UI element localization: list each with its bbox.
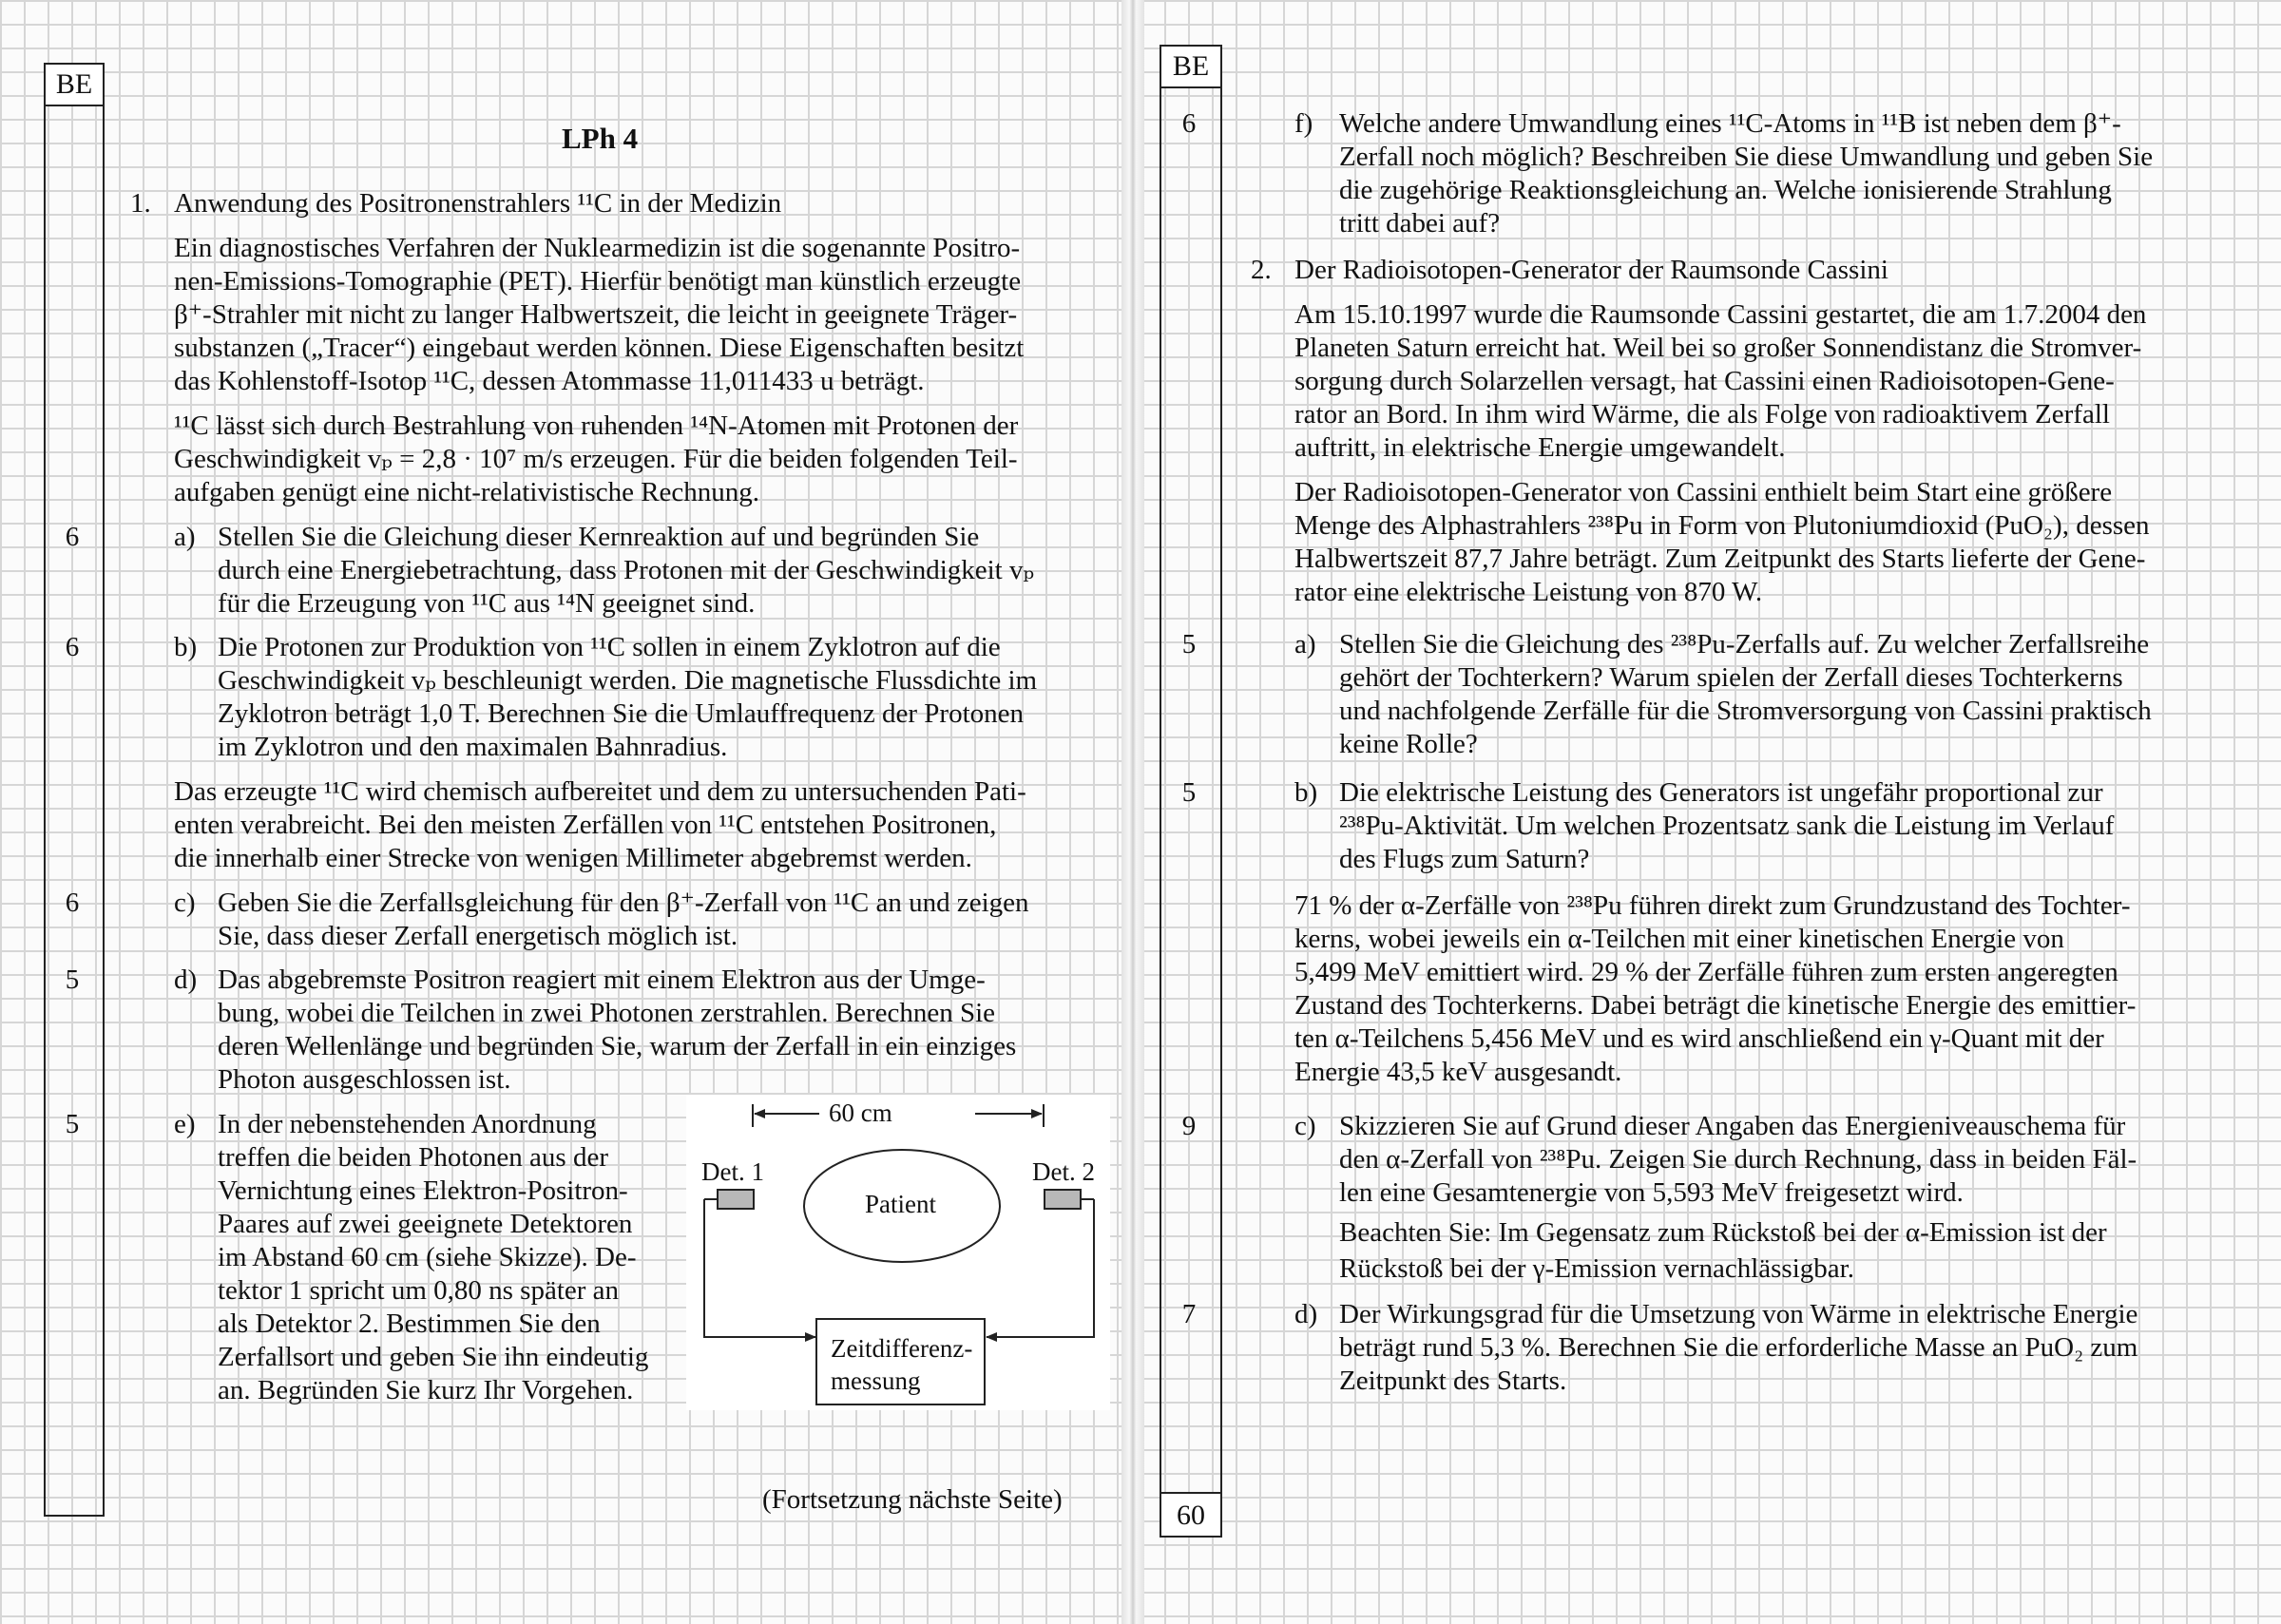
- box-label-line2: messung: [831, 1366, 921, 1395]
- task2a-l3: und nachfolgende Zerfälle für die Stromversorgung von Cassini praktisch: [1339, 696, 2152, 726]
- task1f-l2: Zerfall noch möglich? Beschreiben Sie diese Umwandlung und geben Sie: [1339, 142, 2154, 172]
- task1b-l4: im Zyklotron und den maximalen Bahnradius.: [218, 732, 728, 762]
- task1-intro2-l3: aufgaben genügt eine nicht-relativistische Rechnung.: [174, 477, 760, 507]
- task1e-l7: als Detektor 2. Bestimmen Sie den: [218, 1309, 601, 1339]
- distance-label: 60 cm: [829, 1099, 892, 1127]
- task1b-l2: Geschwindigkeit vₚ beschleunigt werden. Die magnetische Flussdichte im: [218, 665, 1038, 696]
- points-1b: 6: [65, 632, 80, 662]
- points-1c: 6: [65, 888, 80, 918]
- task2a-l2: gehört der Tochterkern? Warum spielen der Zerfall dieses Tochterkerns: [1339, 662, 2123, 693]
- task2-intro2-l3: Halbwertszeit 87,7 Jahre beträgt. Zum Zeitpunkt des Starts lieferte der Gene-: [1294, 544, 2146, 574]
- task2-intro1-l5: auftritt, in elektrische Energie umgewandelt.: [1294, 432, 1786, 463]
- task1a-l1: Stellen Sie die Gleichung dieser Kernreaktion auf und begründen Sie: [218, 522, 980, 552]
- label-2b: b): [1294, 777, 1318, 808]
- label-1c: c): [174, 888, 196, 918]
- task1e-l4: Paares auf zwei geeignete Detektoren: [218, 1209, 633, 1239]
- be-header-right: BE: [1161, 47, 1220, 88]
- label-1e: e): [174, 1109, 196, 1139]
- task2-intro1-l4: rator an Bord. In ihm wird Wärme, die als Folge von radioaktivem Zerfall: [1294, 399, 2110, 430]
- task1-intro3-l1: Das erzeugte ¹¹C wird chemisch aufbereitet und dem zu untersuchenden Pati-: [174, 776, 1026, 807]
- det1-label: Det. 1: [701, 1157, 764, 1186]
- detector-2: [1045, 1190, 1081, 1209]
- task2c-l5: Rückstoß bei der γ-Emission vernachlässigbar.: [1339, 1253, 1854, 1284]
- task2c-l3: len eine Gesamtenergie von 5,593 MeV freigesetzt wird.: [1339, 1177, 1964, 1208]
- right-page: [1133, 0, 2281, 1624]
- patient-label: Patient: [865, 1190, 936, 1218]
- task2-intro2-l1: Der Radioisotopen-Generator von Cassini enthielt beim Start eine größere: [1294, 477, 2113, 507]
- points-2b: 5: [1181, 777, 1197, 808]
- points-1e: 5: [65, 1109, 80, 1139]
- task2d-l1: Der Wirkungsgrad für die Umsetzung von Wärme in elektrische Energie: [1339, 1299, 2138, 1329]
- task1f-l1: Welche andere Umwandlung eines ¹¹C-Atoms in ¹¹B ist neben dem β⁺-: [1339, 108, 2121, 139]
- detector-1: [718, 1190, 754, 1209]
- task1e-l9: an. Begründen Sie kurz Ihr Vorgehen.: [218, 1375, 634, 1405]
- task1-intro2-l2: Geschwindigkeit vₚ = 2,8 · 10⁷ m/s erzeugen. Für die beiden folgenden Teil-: [174, 444, 1018, 474]
- det2-label: Det. 2: [1032, 1157, 1095, 1186]
- task1-intro1-l3: β⁺-Strahler mit nicht zu langer Halbwertszeit, die leicht in geeignete Träger-: [174, 299, 1018, 330]
- task2-heading: Der Radioisotopen-Generator der Raumsonde Cassini: [1294, 255, 1888, 285]
- task2d-l2: beträgt rund 5,3 %. Berechnen Sie die erforderliche Masse an PuO₂ zum: [1339, 1332, 2138, 1363]
- task1d-l3: deren Wellenlänge und begründen Sie, warum der Zerfall in ein einziges: [218, 1031, 1017, 1061]
- be-total: 60: [1161, 1492, 1220, 1536]
- label-1b: b): [174, 632, 198, 662]
- task1d-l1: Das abgebremste Positron reagiert mit einem Elektron aus der Umge-: [218, 965, 986, 995]
- task1-intro1-l4: substanzen („Tracer“) eingebaut werden können. Diese Eigenschaften besitzt: [174, 333, 1025, 363]
- task1-intro1-l2: nen-Emissions-Tomographie (PET). Hierfür benötigt man künstlich erzeugte: [174, 266, 1022, 296]
- label-1a: a): [174, 522, 196, 552]
- task2-intro1-l3: sorgung durch Solarzellen versagt, hat Cassini einen Radioisotopen-Gene-: [1294, 366, 2115, 396]
- task2-number: 2.: [1251, 255, 1272, 285]
- label-1f: f): [1294, 108, 1313, 139]
- task1d-l2: bung, wobei die Teilchen in zwei Photonen zerstrahlen. Berechnen Sie: [218, 998, 996, 1028]
- task2b-l3: des Flugs zum Saturn?: [1339, 844, 1590, 874]
- points-1a: 6: [65, 522, 80, 552]
- task2-intro3-l4: Zustand des Tochterkerns. Dabei beträgt die kinetische Energie des emittier-: [1294, 990, 2137, 1021]
- task1-intro1-l1: Ein diagnostisches Verfahren der Nuklearmedizin ist die sogenannte Positro-: [174, 233, 1021, 263]
- task2-intro1-l2: Planeten Saturn erreicht hat. Weil bei so großer Sonnendistanz die Stromver-: [1294, 333, 2142, 363]
- task1f-l3: die zugehörige Reaktionsgleichung an. Welche ionisierende Strahlung: [1339, 175, 2112, 205]
- task2b-l1: Die elektrische Leistung des Generators ist ungefähr proportional zur: [1339, 777, 2103, 808]
- task1c-l1: Geben Sie die Zerfallsgleichung für den β⁺-Zerfall von ¹¹C an und zeigen: [218, 888, 1029, 918]
- continuation-footer: (Fortsetzung nächste Seite): [762, 1484, 1063, 1515]
- task1e-l3: Vernichtung eines Elektron-Positron-: [218, 1175, 628, 1206]
- task1b-l3: Zyklotron beträgt 1,0 T. Berechnen Sie die Umlauffrequenz der Protonen: [218, 698, 1024, 729]
- task1c-l2: Sie, dass dieser Zerfall energetisch möglich ist.: [218, 921, 738, 951]
- task2-intro3-l3: 5,499 MeV emittiert wird. 29 % der Zerfälle führen zum ersten angeregten: [1294, 957, 2118, 987]
- task2-intro3-l5: ten α-Teilchens 5,456 MeV und es wird anschließend ein γ-Quant mit der: [1294, 1023, 2104, 1054]
- points-2d: 7: [1181, 1299, 1197, 1329]
- points-2c: 9: [1181, 1111, 1197, 1141]
- task1-intro1-l5: das Kohlenstoff-Isotop ¹¹C, dessen Atommasse 11,011433 u beträgt.: [174, 366, 925, 396]
- wire-det1: [704, 1199, 815, 1337]
- task1d-l4: Photon ausgeschlossen ist.: [218, 1064, 511, 1095]
- task1-heading: Anwendung des Positronenstrahlers ¹¹C in der Medizin: [174, 188, 782, 219]
- task1e-l2: treffen die beiden Photonen aus der: [218, 1142, 608, 1173]
- task2-intro3-l6: Energie 43,5 keV ausgesandt.: [1294, 1057, 1622, 1087]
- task1f-l4: tritt dabei auf?: [1339, 208, 1501, 239]
- be-header: BE: [46, 65, 103, 106]
- task2c-l2: den α-Zerfall von ²³⁸Pu. Zeigen Sie durch Rechnung, dass in beiden Fäl-: [1339, 1144, 2137, 1175]
- task2-intro3-l1: 71 % der α-Zerfälle von ²³⁸Pu führen direkt zum Grundzustand des Tochter-: [1294, 890, 2131, 921]
- task2-intro2-l2: Menge des Alphastrahlers ²³⁸Pu in Form von Plutoniumdioxid (PuO₂), dessen: [1294, 510, 2150, 541]
- task2b-l2: ²³⁸Pu-Aktivität. Um welchen Prozentsatz sank die Leistung im Verlauf: [1339, 811, 2115, 841]
- points-2a: 5: [1181, 629, 1197, 659]
- task2c-l4: Beachten Sie: Im Gegensatz zum Rückstoß bei der α-Emission ist der: [1339, 1217, 2107, 1248]
- task1-intro2-l1: ¹¹C lässt sich durch Bestrahlung von ruhenden ¹⁴N-Atomen mit Protonen der: [174, 411, 1019, 441]
- wire-det2: [987, 1199, 1094, 1337]
- box-label-line1: Zeitdifferenz-: [831, 1334, 973, 1363]
- task1-intro3-l2: enten verabreicht. Bei den meisten Zerfällen von ¹¹C entstehen Positronen,: [174, 810, 997, 840]
- page-title: LPh 4: [562, 122, 639, 155]
- label-1d: d): [174, 965, 198, 995]
- task1-number: 1.: [130, 188, 151, 219]
- task1a-l2: durch eine Energiebetrachtung, dass Protonen mit der Geschwindigkeit vₚ: [218, 555, 1035, 585]
- left-page: [0, 0, 1129, 1624]
- points-1f: 6: [1181, 108, 1197, 139]
- task2-intro3-l2: kerns, wobei jeweils ein α-Teilchen mit einer kinetischen Energie von: [1294, 924, 2064, 954]
- task2a-l4: keine Rolle?: [1339, 729, 1478, 759]
- task1-intro3-l3: die innerhalb einer Strecke von wenigen Millimeter abgebremst werden.: [174, 843, 972, 873]
- task1e-l1: In der nebenstehenden Anordnung: [218, 1109, 597, 1139]
- task1e-l5: im Abstand 60 cm (siehe Skizze). De-: [218, 1242, 637, 1272]
- task1b-l1: Die Protonen zur Produktion von ¹¹C sollen in einem Zyklotron auf die: [218, 632, 1001, 662]
- task2c-l1: Skizzieren Sie auf Grund dieser Angaben das Energieniveauschema für: [1339, 1111, 2126, 1141]
- task2-intro1-l1: Am 15.10.1997 wurde die Raumsonde Cassini gestartet, die am 1.7.2004 den: [1294, 299, 2147, 330]
- task2a-l1: Stellen Sie die Gleichung des ²³⁸Pu-Zerfalls auf. Zu welcher Zerfallsreihe: [1339, 629, 2150, 659]
- task1e-l8: Zerfallsort und geben Sie ihn eindeutig: [218, 1342, 649, 1372]
- be-column-left: [44, 63, 105, 1517]
- points-1d: 5: [65, 965, 80, 995]
- label-2c: c): [1294, 1111, 1316, 1141]
- task2d-l3: Zeitpunkt des Starts.: [1339, 1366, 1567, 1396]
- task1a-l3: für die Erzeugung von ¹¹C aus ¹⁴N geeignet sind.: [218, 588, 756, 619]
- label-2d: d): [1294, 1299, 1318, 1329]
- label-2a: a): [1294, 629, 1316, 659]
- task1e-l6: tektor 1 spricht um 0,80 ns später an: [218, 1275, 620, 1306]
- task2-intro2-l4: rator eine elektrische Leistung von 870 W.: [1294, 577, 1763, 607]
- pet-figure: [686, 1095, 1110, 1410]
